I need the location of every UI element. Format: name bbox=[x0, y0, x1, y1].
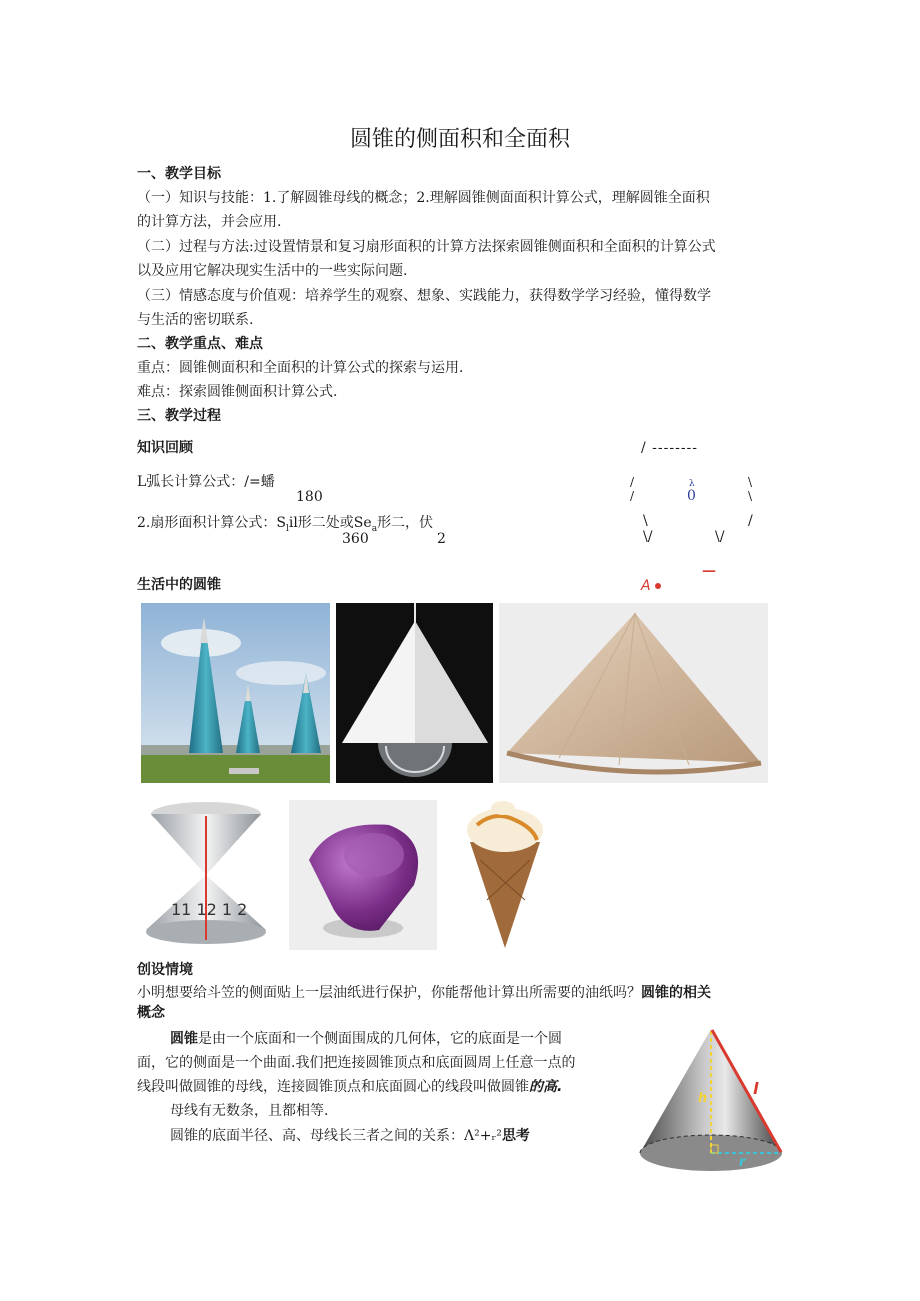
radius-label: r bbox=[739, 1155, 746, 1170]
slant-label: l bbox=[753, 1079, 759, 1098]
sketch-backslash-3: \ bbox=[643, 513, 648, 529]
review-heading: 知识回顾 bbox=[137, 440, 193, 456]
cone-diagram bbox=[636, 1025, 786, 1180]
sketch-dash-line: / -------- bbox=[641, 440, 699, 456]
objective-3-line-1: （三）情感态度与价值观：培养学生的观察、想象、实践能力，获得数学学习经验，懂得数学 bbox=[137, 288, 711, 304]
sketch-red-dot-icon bbox=[655, 583, 661, 589]
key-point: 重点：圆锥侧面积和全面积的计算公式的探索与运用. bbox=[137, 360, 464, 376]
concept-line-3: 线段叫做圆锥的母线，连接圆锥顶点和底面圆心的线段叫做圆锥的高. bbox=[137, 1079, 563, 1095]
scenario-heading: 创设情境 bbox=[137, 962, 193, 978]
sketch-v-2: \/ bbox=[715, 529, 725, 545]
page-title: 圆锥的侧面积和全面积 bbox=[349, 127, 570, 152]
concept-heading: 圆锥的相关 bbox=[641, 985, 711, 1001]
concept-heading-continued: 概念 bbox=[137, 1005, 165, 1021]
cone-towers-image bbox=[141, 603, 330, 783]
sector-area-denominator-1: 360 bbox=[342, 531, 369, 547]
sketch-slash-1: / bbox=[630, 475, 635, 489]
concept-line-5: 圆锥的底面半径、高、母线长三者之间的关系：Λ²+ᵣ²思考 bbox=[170, 1128, 530, 1144]
arc-length-formula: L弧长计算公式：/=蟠 bbox=[137, 474, 275, 490]
conical-hat-image bbox=[499, 603, 768, 783]
sketch-center-zero: 0 bbox=[687, 488, 696, 504]
sector-area-formula: 2.扇形面积计算公式：$S_lil$形二处或$Se_a$形二，伏 bbox=[137, 515, 434, 534]
sketch-backslash-1: \ bbox=[748, 475, 753, 489]
concept-line-2: 面，它的侧面是一个曲面.我们把连接圆锥顶点和底面圆周上任意一点的 bbox=[137, 1055, 576, 1071]
cone-lamp-image bbox=[336, 603, 493, 783]
hourglass-clock-image bbox=[141, 800, 271, 950]
ice-cream-cone-image bbox=[455, 800, 555, 950]
sketch-red-letter: A bbox=[641, 576, 661, 596]
difficulty-point: 难点：探索圆锥侧面积计算公式. bbox=[137, 384, 338, 400]
keypoints-heading: 二、教学重点、难点 bbox=[137, 336, 263, 352]
arc-length-denominator: 180 bbox=[296, 489, 323, 505]
sketch-slash-2: / bbox=[630, 489, 635, 503]
concept-line-4: 母线有无数条，且都相等. bbox=[170, 1103, 329, 1119]
sketch-v-1: \/ bbox=[643, 529, 653, 545]
sketch-slash-3: / bbox=[748, 513, 753, 529]
concept-line-1: 圆锥是由一个底面和一个侧面围成的几何体，它的底面是一个圆 bbox=[170, 1031, 562, 1047]
objective-2-line-2: 以及应用它解决现实生活中的一些实际问题. bbox=[137, 263, 408, 279]
objective-1-line-1: （一）知识与技能：1.了解圆锥母线的概念；2.理解圆锥侧面面积计算公式，理解圆锥全面积 bbox=[137, 190, 710, 206]
objective-2-line-1: （二）过程与方法:过设置情景和复习扇形面积的计算方法探索圆锥侧面积和全面积的计算公式 bbox=[137, 239, 716, 255]
objective-3-line-2: 与生活的密切联系. bbox=[137, 312, 254, 328]
sketch-red-dash: — bbox=[702, 563, 716, 579]
scenario-text: 小明想要给斗笠的侧面贴上一层油纸进行保护，你能帮他计算出所需要的油纸吗？圆锥的相关 bbox=[137, 985, 711, 1001]
sector-area-denominator-2: 2 bbox=[437, 531, 446, 547]
life-cones-heading: 生活中的圆锥 bbox=[137, 577, 221, 593]
height-label: h bbox=[698, 1091, 708, 1106]
objectives-heading: 一、教学目标 bbox=[137, 166, 221, 182]
svg-text:11 12 1 2: 11 12 1 2 bbox=[171, 900, 248, 919]
objective-1-line-2: 的计算方法，并会应用. bbox=[137, 214, 282, 230]
sketch-lambda: λ bbox=[689, 479, 695, 489]
purple-cone-image bbox=[289, 800, 437, 950]
process-heading: 三、教学过程 bbox=[137, 408, 221, 424]
sketch-backslash-2: \ bbox=[748, 489, 753, 503]
